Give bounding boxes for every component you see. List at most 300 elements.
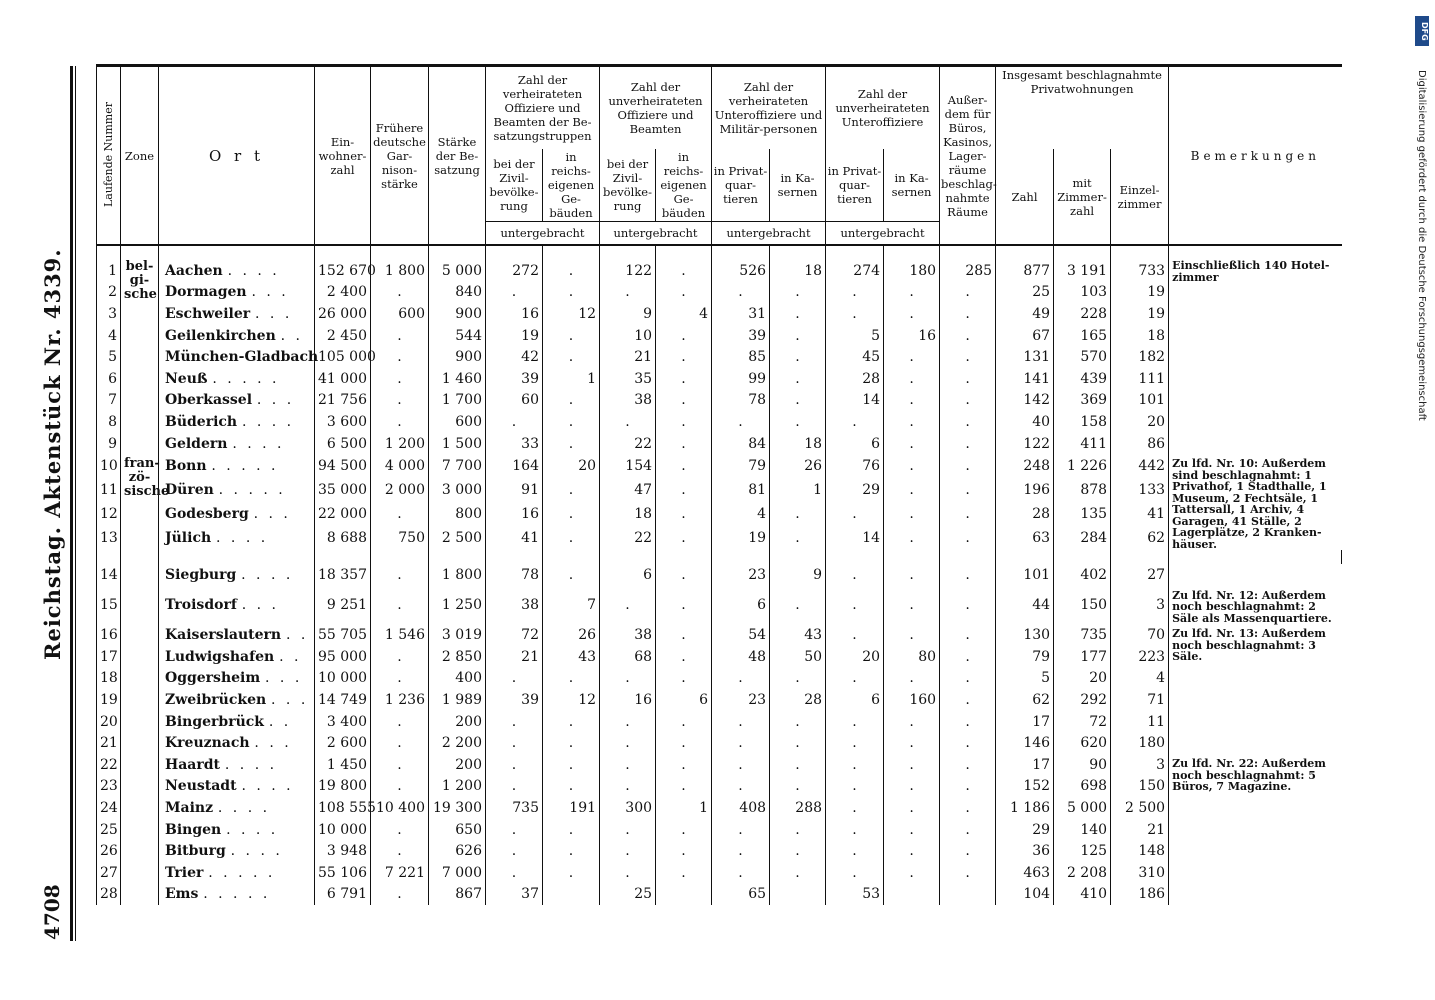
row-number: 20	[97, 711, 121, 733]
header-b-untergebracht: untergebracht	[600, 222, 712, 246]
spacer-cell	[1169, 550, 1342, 564]
cell-d1: .	[826, 282, 884, 304]
header-c-privat: in Privat-quar-tieren	[712, 149, 770, 222]
cell-zahl: 463	[996, 862, 1054, 884]
cell-c1: 19	[712, 526, 770, 550]
cell-einz: 180	[1111, 732, 1169, 754]
cell-a2: .	[543, 502, 600, 526]
cell-c1: 65	[712, 884, 770, 906]
cell-a2: .	[543, 711, 600, 733]
cell-frueh: 600	[371, 303, 429, 325]
cell-mit: 20	[1054, 668, 1111, 690]
table-row	[97, 586, 1351, 625]
remark-cell: Zu lfd. Nr. 10: Außerdem sind beschlagnahmt: 1 Privathof, 1 Stadthalle, 1 Museum, 2 Fechtsäle, 1 Tattersall, 1 Archiv, 4 Garagen, 41 Ställe, 2 Lagerplätze, 2 Kranken-häuser.	[1169, 454, 1342, 550]
cell-b1: .	[600, 840, 656, 862]
cell-a1: 164	[486, 454, 543, 478]
table-row	[97, 754, 1351, 776]
cell-b1: .	[600, 586, 656, 625]
cell-d1: 28	[826, 368, 884, 390]
ort-dots: . . . .	[241, 413, 295, 430]
table-row	[97, 390, 1351, 412]
cell-aus: .	[940, 433, 996, 455]
cell-einw: 10 000	[315, 668, 371, 690]
cell-einz: 150	[1111, 776, 1169, 798]
cell-staerke: 544	[429, 325, 486, 347]
cell-aus: .	[940, 797, 996, 819]
cell-mit: 284	[1054, 526, 1111, 550]
cell-zahl: 17	[996, 754, 1054, 776]
cell-mit: 177	[1054, 646, 1111, 668]
cell-staerke: 650	[429, 819, 486, 841]
cell-d2: .	[884, 819, 940, 841]
cell-c1: 54	[712, 624, 770, 646]
cell-b1: .	[600, 754, 656, 776]
table-row	[97, 797, 1351, 819]
remark-cell: Einschließlich 140 Hotel-zimmer	[1169, 245, 1342, 454]
cell-b1: 25	[600, 884, 656, 906]
cell-zahl: 141	[996, 368, 1054, 390]
ort-name: Troisdorf	[165, 597, 237, 614]
cell-a1: .	[486, 776, 543, 798]
cell-b2: .	[656, 478, 712, 502]
ort-name: Büderich	[165, 413, 238, 430]
cell-einz: 4	[1111, 668, 1169, 690]
cell-d1: 53	[826, 884, 884, 906]
cell-d1: 14	[826, 390, 884, 412]
ort-cell	[159, 646, 315, 668]
header-unverh-off: Zahl der unverheirateten Offiziere und Beamten	[600, 66, 712, 150]
cell-mit: 150	[1054, 586, 1111, 625]
table-row	[97, 303, 1351, 325]
data-table	[96, 64, 1350, 905]
cell-b2: 1	[656, 797, 712, 819]
cell-d1: .	[826, 586, 884, 625]
ort-cell	[159, 303, 315, 325]
row-number: 1	[97, 245, 121, 282]
cell-frueh: .	[371, 586, 429, 625]
table-row	[97, 732, 1351, 754]
ort-name: Mainz	[165, 799, 214, 816]
cell-a2: 43	[543, 646, 600, 668]
row-number: 4	[97, 325, 121, 347]
cell-mit: 439	[1054, 368, 1111, 390]
header-unverh-uoff: Zahl der unverheirateten Unteroffiziere	[826, 66, 940, 150]
header-zahl: Zahl	[996, 149, 1054, 245]
ort-dots: . . . .	[241, 778, 294, 795]
cell-b1: .	[600, 732, 656, 754]
ort-name: Jülich	[165, 530, 212, 547]
cell-mit: 103	[1054, 282, 1111, 304]
cell-frueh: 1 546	[371, 624, 429, 646]
cell-c1: 78	[712, 390, 770, 412]
dfg-logo: DFG	[1415, 16, 1429, 46]
cell-d1: .	[826, 862, 884, 884]
cell-einw: 3 600	[315, 411, 371, 433]
cell-mit: 140	[1054, 819, 1111, 841]
cell-d2: .	[884, 282, 940, 304]
cell-d1: .	[826, 564, 884, 586]
cell-staerke: 840	[429, 282, 486, 304]
cell-frueh: .	[371, 564, 429, 586]
ort-name: Düren	[165, 482, 214, 499]
cell-b2: .	[656, 282, 712, 304]
cell-c1: 81	[712, 478, 770, 502]
cell-c1: 39	[712, 325, 770, 347]
cell-einz: 21	[1111, 819, 1169, 841]
cell-mit: 165	[1054, 325, 1111, 347]
cell-aus: .	[940, 711, 996, 733]
cell-staerke: 1 460	[429, 368, 486, 390]
cell-mit: 135	[1054, 502, 1111, 526]
cell-staerke: 2 850	[429, 646, 486, 668]
cell-c1: 85	[712, 346, 770, 368]
ort-name: Ludwigshafen	[165, 648, 275, 665]
row-number: 2	[97, 282, 121, 304]
cell-staerke: 900	[429, 346, 486, 368]
cell-c1: .	[712, 668, 770, 690]
cell-b2: .	[656, 840, 712, 862]
cell-d2: .	[884, 797, 940, 819]
cell-b2: .	[656, 526, 712, 550]
ort-dots: . . .	[253, 506, 291, 523]
cell-einz: 186	[1111, 884, 1169, 906]
cell-einz: 223	[1111, 646, 1169, 668]
cell-staerke: 1 500	[429, 433, 486, 455]
cell-a2: 26	[543, 624, 600, 646]
cell-staerke: 1 250	[429, 586, 486, 625]
cell-a1: 16	[486, 502, 543, 526]
cell-frueh: 1 236	[371, 689, 429, 711]
row-number: 16	[97, 624, 121, 646]
cell-zahl: 36	[996, 840, 1054, 862]
remark-empty	[1169, 689, 1342, 711]
cell-b2: .	[656, 646, 712, 668]
cell-c2: .	[770, 732, 826, 754]
cell-einw: 2 450	[315, 325, 371, 347]
cell-staerke: 900	[429, 303, 486, 325]
cell-c2: .	[770, 668, 826, 690]
spacer-cell	[429, 550, 486, 564]
cell-mit: 2 208	[1054, 862, 1111, 884]
cell-c2: .	[770, 776, 826, 798]
cell-aus	[940, 884, 996, 906]
ort-name: Bonn	[165, 458, 207, 475]
cell-c2: 9	[770, 564, 826, 586]
cell-einw: 94 500	[315, 454, 371, 478]
cell-zahl: 25	[996, 282, 1054, 304]
table-row	[97, 478, 1351, 502]
cell-d1: .	[826, 754, 884, 776]
cell-einz: 310	[1111, 862, 1169, 884]
table-row	[97, 884, 1351, 906]
cell-d1: .	[826, 776, 884, 798]
cell-zahl: 1 186	[996, 797, 1054, 819]
row-number: 19	[97, 689, 121, 711]
cell-einw: 3 400	[315, 711, 371, 733]
cell-zahl: 5	[996, 668, 1054, 690]
row-number: 9	[97, 433, 121, 455]
header-d-privat: in Privat-quar-tieren	[826, 149, 884, 222]
cell-c2: .	[770, 586, 826, 625]
cell-c2: 43	[770, 624, 826, 646]
cell-c2: 18	[770, 245, 826, 282]
cell-a2: 20	[543, 454, 600, 478]
table-row	[97, 325, 1351, 347]
cell-staerke: 2 200	[429, 732, 486, 754]
cell-staerke: 867	[429, 884, 486, 906]
cell-mit: 1 226	[1054, 454, 1111, 478]
ort-dots: . .	[279, 648, 302, 665]
cell-staerke: 7 700	[429, 454, 486, 478]
left-rule-thin	[75, 66, 76, 941]
ort-name: Neustadt	[165, 778, 237, 795]
cell-b1: 22	[600, 526, 656, 550]
cell-aus: 285	[940, 245, 996, 282]
zone-cell: fran- zö- sische	[121, 454, 159, 905]
cell-einw: 41 000	[315, 368, 371, 390]
ort-dots: . . .	[271, 692, 309, 709]
cell-d1: .	[826, 502, 884, 526]
header-frueher: Frühere deutsche Gar-nison-stärke	[371, 66, 429, 246]
table-row	[97, 689, 1351, 711]
cell-aus: .	[940, 390, 996, 412]
cell-c1: 48	[712, 646, 770, 668]
cell-einz: 19	[1111, 303, 1169, 325]
cell-aus: .	[940, 368, 996, 390]
cell-b2: .	[656, 433, 712, 455]
cell-a2: .	[543, 245, 600, 282]
header-b-zivil: bei der Zivil-bevölke-rung	[600, 149, 656, 222]
cell-b1: 10	[600, 325, 656, 347]
table-row	[97, 526, 1351, 550]
cell-a1: 16	[486, 303, 543, 325]
cell-d2: .	[884, 502, 940, 526]
cell-b1: 300	[600, 797, 656, 819]
ort-name: Haardt	[165, 756, 221, 773]
zone-cell: bel- gi- sche	[121, 245, 159, 454]
cell-c1: 31	[712, 303, 770, 325]
cell-aus: .	[940, 668, 996, 690]
remark-empty	[1169, 564, 1342, 586]
row-number: 28	[97, 884, 121, 906]
remark-cell: Zu lfd. Nr. 13: Außerdem noch beschlagnahmt: 3 Säle.	[1169, 624, 1342, 667]
cell-a1: .	[486, 411, 543, 433]
page-number: 4708	[40, 884, 64, 940]
cell-b2: .	[656, 368, 712, 390]
cell-zahl: 49	[996, 303, 1054, 325]
cell-a1: 91	[486, 478, 543, 502]
cell-a1: 39	[486, 689, 543, 711]
cell-mit: 735	[1054, 624, 1111, 646]
cell-einw: 1 450	[315, 754, 371, 776]
cell-frueh: .	[371, 411, 429, 433]
cell-d1: 45	[826, 346, 884, 368]
spacer-cell	[712, 550, 770, 564]
cell-zahl: 17	[996, 711, 1054, 733]
ort-cell	[159, 668, 315, 690]
cell-aus: .	[940, 754, 996, 776]
header-mit-zimmer: mit Zimmer-zahl	[1054, 149, 1111, 245]
table-row	[97, 646, 1351, 668]
credit-text: Digitalisierung gefördert durch die Deutsche Forschungsgemeinschaft	[1416, 70, 1427, 421]
cell-c2: 28	[770, 689, 826, 711]
spacer-cell	[996, 550, 1054, 564]
cell-d2: .	[884, 668, 940, 690]
cell-c1: .	[712, 732, 770, 754]
cell-einw: 14 749	[315, 689, 371, 711]
cell-c2: .	[770, 526, 826, 550]
spacer-cell	[543, 550, 600, 564]
ort-dots: . . .	[255, 305, 293, 322]
spacer-cell	[600, 550, 656, 564]
cell-c1: 23	[712, 689, 770, 711]
cell-d2: .	[884, 754, 940, 776]
cell-a2: .	[543, 411, 600, 433]
cell-d1: 76	[826, 454, 884, 478]
cell-frueh: .	[371, 282, 429, 304]
cell-einz: 3	[1111, 586, 1169, 625]
cell-zahl: 248	[996, 454, 1054, 478]
table-row	[97, 776, 1351, 798]
ort-name: Trier	[165, 864, 204, 881]
header-ausser: Außer-dem für Büros, Kasinos, Lager-räume beschlag-nahmte Räume	[940, 66, 996, 246]
ort-dots: . . . .	[241, 567, 294, 584]
cell-einz: 148	[1111, 840, 1169, 862]
cell-a1: 39	[486, 368, 543, 390]
cell-frueh: .	[371, 325, 429, 347]
cell-b1: 38	[600, 624, 656, 646]
remark-cell: Zu lfd. Nr. 12: Außerdem noch beschlagnahmt: 2 Säle als Massenquartiere.	[1169, 586, 1342, 625]
cell-frueh: 2 000	[371, 478, 429, 502]
cell-c2	[770, 884, 826, 906]
cell-b1: 16	[600, 689, 656, 711]
cell-einw: 22 000	[315, 502, 371, 526]
cell-a1: .	[486, 754, 543, 776]
spacer-cell	[770, 550, 826, 564]
table-row	[97, 346, 1351, 368]
cell-einz: 733	[1111, 245, 1169, 282]
cell-d2: .	[884, 624, 940, 646]
spacer-cell	[940, 550, 996, 564]
ort-dots: . . .	[241, 597, 279, 614]
cell-c2: .	[770, 390, 826, 412]
cell-b2: .	[656, 732, 712, 754]
cell-a2: .	[543, 754, 600, 776]
remark-empty	[1169, 668, 1342, 690]
ort-dots: . .	[280, 327, 304, 344]
cell-c1: 79	[712, 454, 770, 478]
header-staerke: Stärke der Be-satzung	[429, 66, 486, 246]
cell-einw: 2 600	[315, 732, 371, 754]
cell-c2: .	[770, 282, 826, 304]
cell-d2: .	[884, 564, 940, 586]
cell-b1: 47	[600, 478, 656, 502]
ort-cell	[159, 478, 315, 502]
cell-d1: .	[826, 411, 884, 433]
cell-staerke: 1 989	[429, 689, 486, 711]
cell-a1: 42	[486, 346, 543, 368]
cell-einw: 35 000	[315, 478, 371, 502]
cell-frueh: .	[371, 390, 429, 412]
cell-mit: 878	[1054, 478, 1111, 502]
cell-einw: 105 000	[315, 346, 371, 368]
row-number: 13	[97, 526, 121, 550]
cell-c2: .	[770, 325, 826, 347]
row-number: 7	[97, 390, 121, 412]
cell-mit: 410	[1054, 884, 1111, 906]
cell-frueh: .	[371, 884, 429, 906]
row-number: 18	[97, 668, 121, 690]
cell-b2: .	[656, 711, 712, 733]
ort-cell	[159, 411, 315, 433]
left-rule	[70, 66, 73, 941]
cell-staerke: 800	[429, 502, 486, 526]
cell-frueh: .	[371, 840, 429, 862]
ort-dots: . . .	[251, 284, 289, 301]
table-row	[97, 711, 1351, 733]
header-bemerkungen: Bemerkungen	[1169, 66, 1342, 246]
header-a-reich: in reichs-eigenen Ge-bäuden	[543, 149, 600, 222]
cell-aus: .	[940, 840, 996, 862]
cell-aus: .	[940, 346, 996, 368]
cell-c1: 4	[712, 502, 770, 526]
cell-b1: 6	[600, 564, 656, 586]
ort-cell	[159, 884, 315, 906]
cell-c1: .	[712, 840, 770, 862]
header-a-untergebracht: untergebracht	[486, 222, 600, 246]
cell-einw: 21 756	[315, 390, 371, 412]
cell-einz: 182	[1111, 346, 1169, 368]
cell-frueh: .	[371, 776, 429, 798]
cell-b1: 9	[600, 303, 656, 325]
header-zone: Zone	[121, 66, 159, 246]
spacer-row	[97, 550, 1351, 564]
cell-aus: .	[940, 411, 996, 433]
cell-einw: 18 357	[315, 564, 371, 586]
ort-dots: . . . .	[226, 821, 279, 838]
header-a-zivil: bei der Zivil-bevölke-rung	[486, 149, 543, 222]
spacer-cell	[315, 550, 371, 564]
cell-c2: .	[770, 411, 826, 433]
cell-aus: .	[940, 325, 996, 347]
cell-mit: 3 191	[1054, 245, 1111, 282]
remark-empty	[1169, 711, 1342, 733]
cell-b2	[656, 884, 712, 906]
row-number: 21	[97, 732, 121, 754]
cell-einz: 111	[1111, 368, 1169, 390]
cell-d2: .	[884, 478, 940, 502]
cell-mit: 570	[1054, 346, 1111, 368]
cell-c2: 1	[770, 478, 826, 502]
ort-dots: . .	[285, 627, 309, 644]
cell-b1: 21	[600, 346, 656, 368]
cell-frueh: 4 000	[371, 454, 429, 478]
header-d-kasernen: in Ka-sernen	[884, 149, 940, 222]
header-verh-uoff: Zahl der verheirateten Unteroffiziere und Militär-personen	[712, 66, 826, 150]
ort-cell	[159, 840, 315, 862]
cell-c2: 288	[770, 797, 826, 819]
cell-d2: .	[884, 454, 940, 478]
table-body	[97, 245, 1351, 905]
cell-d2: .	[884, 303, 940, 325]
ort-cell	[159, 325, 315, 347]
cell-c2: .	[770, 711, 826, 733]
cell-zahl: 146	[996, 732, 1054, 754]
remark-empty	[1169, 732, 1342, 754]
row-number: 5	[97, 346, 121, 368]
cell-c1: .	[712, 776, 770, 798]
cell-d1: .	[826, 819, 884, 841]
